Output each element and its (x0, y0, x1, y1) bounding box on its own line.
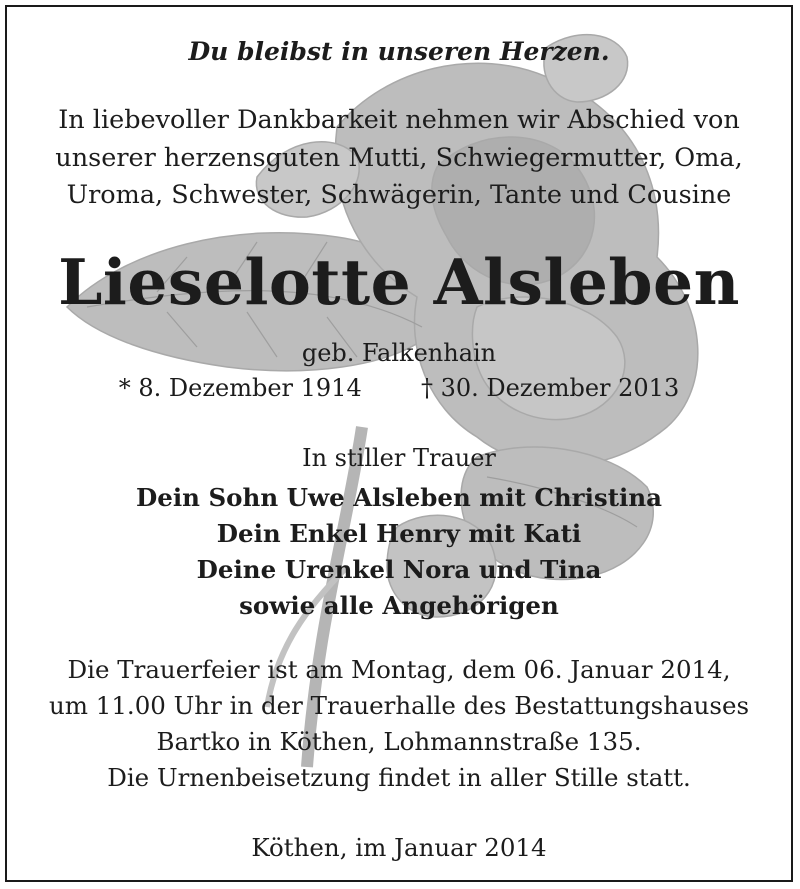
place-date: Köthen, im Januar 2014 (251, 833, 547, 862)
mourning-intro: In stiller Trauer (302, 444, 496, 472)
intro-line: In liebevoller Dankbarkeit nehmen wir Abschied von (58, 105, 740, 135)
death-date: † 30. Dezember 2013 (421, 374, 680, 402)
intro-line: Uroma, Schwester, Schwägerin, Tante und Cousine (66, 180, 732, 210)
obituary-frame (5, 5, 793, 882)
mourner-line: Dein Sohn Uwe Alsleben mit Christina (135, 483, 663, 512)
ceremony-line: um 11.00 Uhr in der Trauerhalle des Bestattungshauses (48, 691, 750, 720)
maiden-name: geb. Falkenhain (301, 339, 497, 367)
ceremony-line: Bartko in Köthen, Lohmannstraße 135. (156, 727, 642, 756)
intro-line: unserer herzensguten Mutti, Schwiegermutter, Oma, (55, 143, 743, 173)
deceased-name: Lieselotte Alsleben (58, 245, 740, 319)
ceremony-line: Die Trauerfeier ist am Montag, dem 06. Januar 2014, (67, 655, 731, 684)
mourner-line: sowie alle Angehörigen (239, 591, 559, 620)
mourner-line: Deine Urenkel Nora und Tina (196, 555, 602, 584)
motto: Du bleibst in unseren Herzen. (188, 37, 610, 66)
mourner-line: Dein Enkel Henry mit Kati (216, 519, 582, 548)
ceremony-line: Die Urnenbeisetzung findet in aller Stille statt. (107, 763, 691, 792)
birth-date: * 8. Dezember 1914 (118, 374, 362, 402)
life-dates (7, 374, 791, 402)
